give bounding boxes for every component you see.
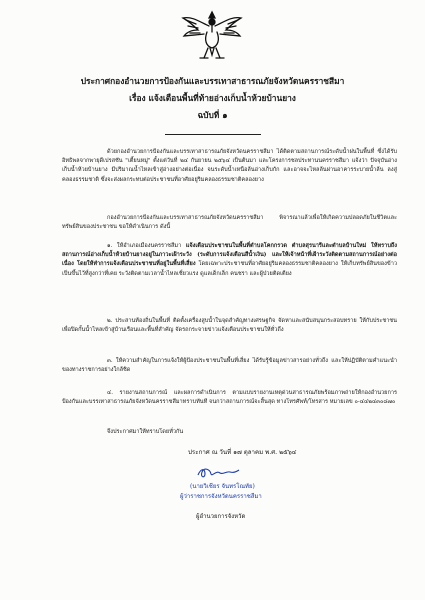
item-1-rest: โดยเฉพาะประชาชนที่อาศัยอยู่ริมคลองธรรมชาติคลองยาง ให้เก็บทรัพย์สินของข้าวเป็นขึ้นไว้ที่สูงกว่าที่เคย ระวังติดตามเวลาน้ำไหลเชี่ยวแรง ดูแลเด็กเล็ก คนชรา และผู้ป่วยติดเตียง	[62, 261, 398, 277]
item-1-lead: ๑. ให้อำเภอเมืองนครราชสีมา	[107, 243, 186, 249]
paragraph-intro: ด้วยกองอำนวยการป้องกันและบรรเทาสาธารณภัยจังหวัดนครราชสีมา ได้ติดตามสถานการณ์ระดับน้ำฝนในพื้นที่ ซึ่งได้รับอิทธิพลจากพายุดีเปรสชัน "เตี้ยนหมู่" ตั้งแต่วันที่ ๒๔ กันยายน ๒๕๖๔ เป็นต้นมา และโครงการชลประทานนครราชสีมา แจ้งว่า ปัจจุบันอ่างเก็บน้ำห้วยบ้านยาง มีปริมาณน้ำไหลเข้าสู่อ่างอย่างต่อเนื่อง จนระดับน้ำเหนือล้นอ่างเก็บกัก และอาจจะไหลล้นผ่านอาคารระบายน้ำล้น ลงสู่คลองธรรมชาติ ซึ่งจะส่งผลกระทบต่อประชาชนที่อาศัยอยู่ริมคลองธรรมชาติคลองยาง	[62, 149, 397, 183]
announcement-subject: เรื่อง แจ้งเตือนพื้นที่ท้ายอ่างเก็บน้ำห้วยบ้านยาง	[129, 93, 296, 103]
announcement-number: ฉบับที่ ๑	[197, 110, 228, 120]
paragraph-item-3: ๓. ให้ความสำคัญในการแจ้งให้ผู้ป้องประชาชนในพื้นที่เสี่ยง ได้รับรู้ข้อมูลข่าวสารอย่างทั่วถึง และให้ปฏิบัติตามคำแนะนำของทางราชการอย่างใกล้ชิด	[62, 358, 397, 374]
paragraph-item-1	[62, 242, 397, 279]
title-divider	[165, 134, 261, 135]
paragraph-item-2: ๒. ประสานท้องถิ่นในพื้นที่ ติดตั้งเครื่องสูบน้ำในจุดสำคัญทางเศรษฐกิจ จัดหาและสนับสนุนกระสอบทราย ให้กับประชาชนเพื่อปิดกั้นน้ำไหลเข้าสู่บ้านเรือนและพื้นที่สำคัญ จัดรถกระจายข่าวแจ้งเตือนประชาชนให้ทั่วถึง	[62, 318, 397, 334]
paragraph-closing: จึงประกาศมาให้ทราบโดยทั่วกัน	[107, 429, 184, 435]
signatory-role: ผู้อำนวยการจังหวัด	[196, 513, 246, 520]
signatory-position: ผู้ว่าราชการจังหวัดนครราชสีมา	[180, 493, 262, 500]
announcement-title: ประกาศกองอำนวยการป้องกันและบรรเทาสาธารณภัยจังหวัดนครราชสีมา	[80, 76, 345, 86]
item-1-bold: แจ้งเตือนประชาชนในพื้นที่ตำบลโคกกรวด ตำบลสุรนารีและตำบลบ้านใหม่ ให้ทราบถึงสถานการณ์อ่างเก็บน้ำห้วยบ้านยางอยู่ในภาวะเฝ้าระวัง (ระดับการแจ้งเตือนสีน้ำเงิน) และให้เจ้าหน้าที่เฝ้าระวังติดตามสถานการณ์อย่างต่อเนื่อง โดยให้ทำการแจ้งเตือนประชาชนที่อยู่ในพื้นที่เสี่ยง	[62, 243, 397, 268]
signatory-name: (นายวิเชียร จันทรโณทัย)	[190, 483, 255, 490]
paragraph-item-4: ๔. รายงานสถานการณ์ และผลการดำเนินการ ตามแบบรายงานเหตุด่วนสาธารณภัยพร้อมภาพถ่ายให้กองอำนวยการป้องกันและบรรเทาสาธารณภัยจังหวัดนครราชสีมาทราบทันที จนกว่าสถานการณ์จะสิ้นสุด ทางโทรศัพท์/โทรสาร หมายเลข ๐-๔๔๒๔๓๐๘๗๐	[62, 390, 397, 406]
garuda-emblem-icon	[180, 8, 244, 64]
announcement-date: ประกาศ ณ วันที่ ๑๗ ตุลาคม พ.ศ. ๒๕๖๔	[188, 449, 297, 456]
paragraph-directive: กองอำนวยการป้องกันและบรรเทาสาธารณภัยจังหวัดนครราชสีมา พิจารณาแล้วเพื่อให้เกิดความปลอดภัยในชีวิตและทรัพย์สินของประชาชน ขอให้ดำเนินการ ดังนี้	[62, 215, 397, 231]
handwritten-signature-icon	[196, 466, 240, 480]
